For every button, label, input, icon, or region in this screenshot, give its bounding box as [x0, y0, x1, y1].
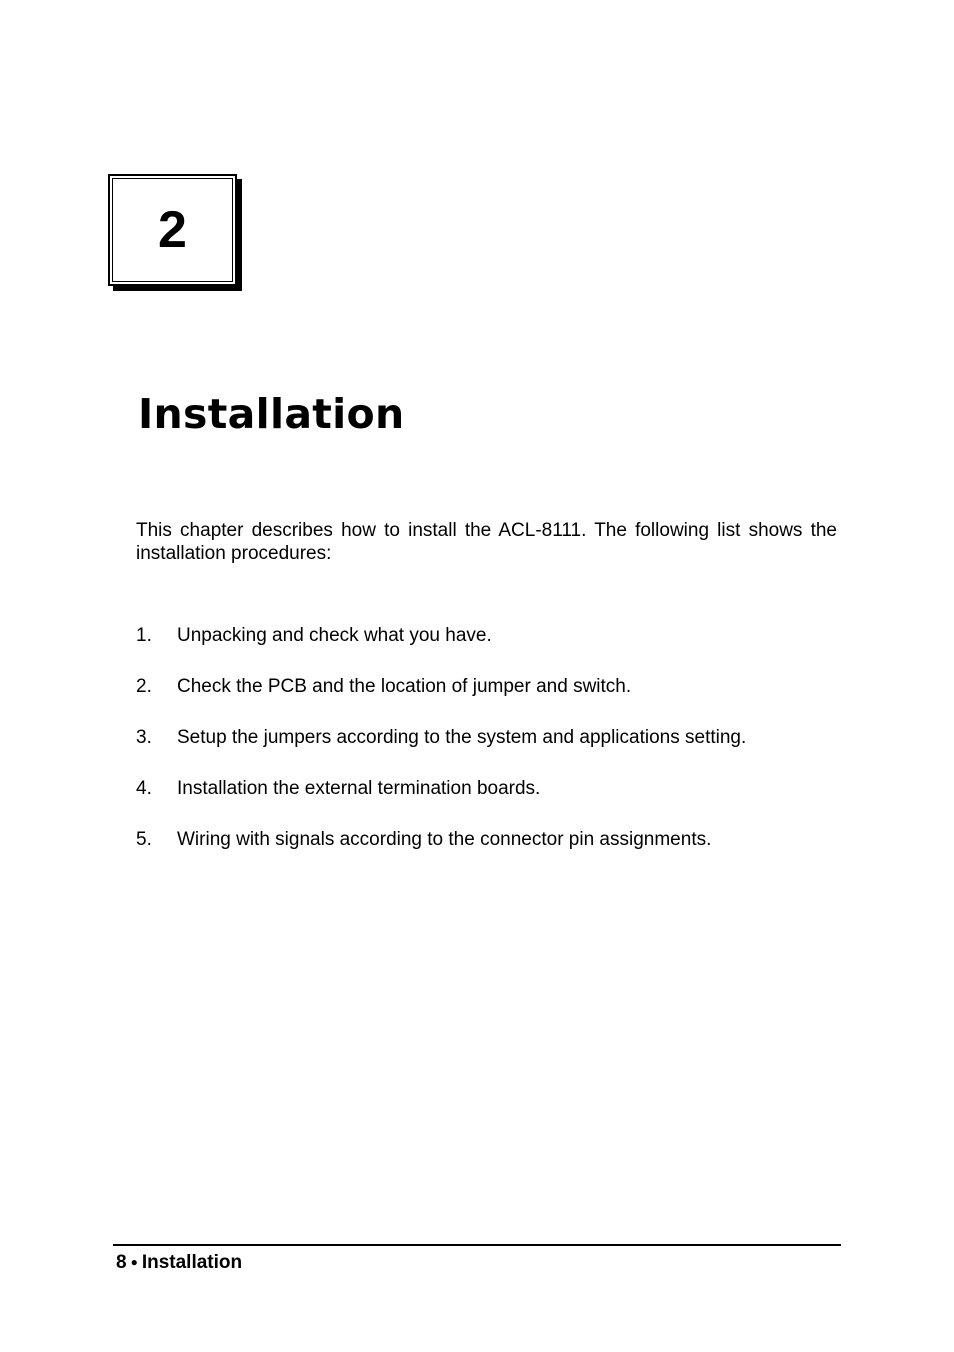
chapter-number-box	[108, 174, 237, 286]
list-item-text: Unpacking and check what you have.	[177, 625, 492, 646]
list-item-text: Installation the external termination boards.	[177, 778, 541, 799]
list-item-number: 4.	[136, 778, 152, 799]
chapter-title: Installation	[138, 390, 405, 438]
list-item-number: 5.	[136, 829, 152, 850]
page-number: 8	[116, 1252, 127, 1273]
chapter-number-frame	[112, 178, 233, 282]
list-item	[136, 624, 837, 675]
intro-paragraph: This chapter describes how to install the ACL-8111. The following list shows the installation procedures:	[136, 520, 837, 564]
list-item	[136, 726, 837, 777]
list-item	[136, 828, 837, 879]
list-item-number: 1.	[136, 625, 152, 646]
list-item-number: 2.	[136, 676, 152, 697]
page-footer	[116, 1251, 242, 1274]
list-item	[136, 675, 837, 726]
footer-section-title: Installation	[141, 1252, 243, 1273]
list-item-number: 3.	[136, 727, 152, 748]
list-item-text: Check the PCB and the location of jumper and switch.	[177, 676, 632, 697]
footer-divider	[113, 1244, 841, 1246]
list-item-text: Wiring with signals according to the connector pin assignments.	[177, 829, 712, 850]
installation-steps	[136, 624, 837, 879]
list-item-text: Setup the jumpers according to the system and applications setting.	[177, 727, 747, 748]
list-item	[136, 777, 837, 828]
footer-bullet: ●	[130, 1255, 138, 1270]
chapter-number: 2	[158, 201, 187, 259]
